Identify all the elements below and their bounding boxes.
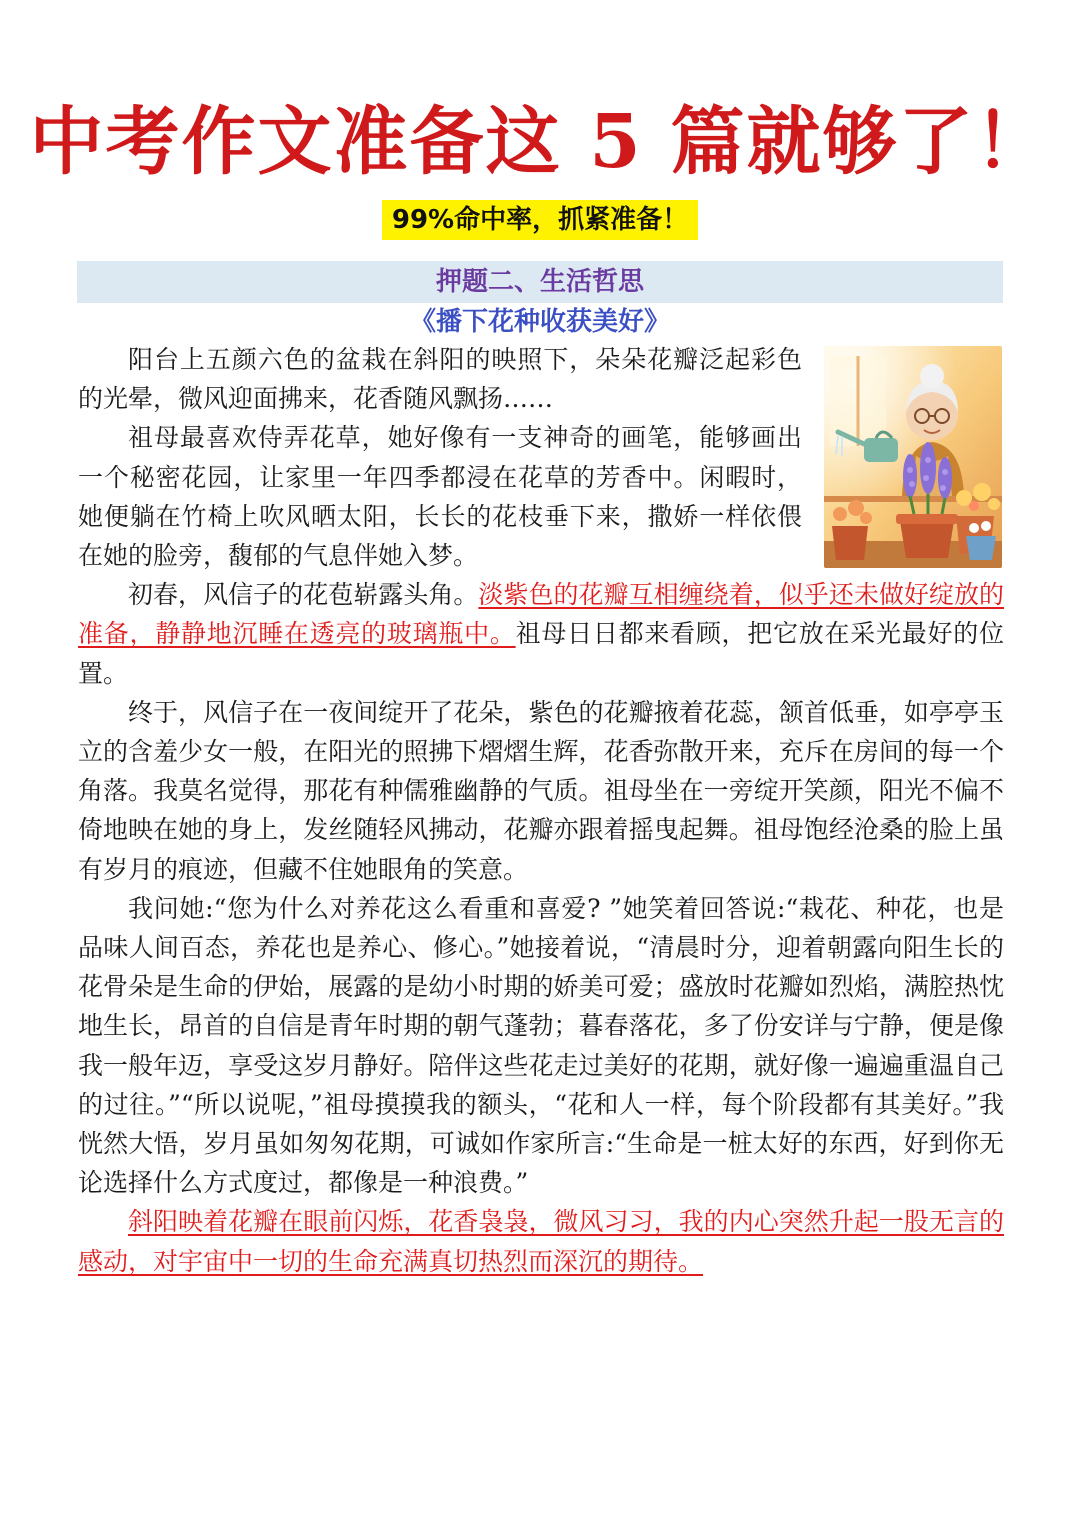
paragraph-3 [78,575,1004,693]
subtitle-highlight: 99%命中率，抓紧准备！ [382,200,698,240]
section-heading: 押题二、生活哲思 [77,261,1003,303]
paragraph-6-conclusion: 斜阳映着花瓣在眼前闪烁，花香袅袅，微风习习，我的内心突然升起一股无言的感动，对宇宙中一切的生命充满真切热烈而深沉的期待。 [78,1207,1004,1276]
grandmother-watering-flowers-illustration [824,346,1002,568]
paragraph-3-part-a: 初春，风信子的花苞崭露头角。 [128,580,479,610]
paragraph-2: 祖母最喜欢侍弄花草，她好像有一支神奇的画笔，能够画出一个秘密花园，让家里一年四季都浸在花草的芳香中。闲暇时，她便躺在竹椅上吹风晒太阳，长长的花枝垂下来，撒娇一样依偎在她的脸旁，馥郁的气息伴她入梦。 [78,423,802,571]
paragraph-3-part-b: 祖母日日都来看顾，把它放在采光最好的位置。 [78,619,1004,688]
subtitle-wrap [0,200,1080,240]
paragraph-3-highlight: 淡紫色的花瓣互相缠绕着，似乎还未做好绽放的准备，静静地沉睡在透亮的玻璃瓶中。 [78,580,1004,649]
page-title: 中考作文准备这 5 篇就够了！ [29,99,1051,185]
essay-title: 《播下花种收获美好》 [409,307,670,337]
paragraph-5: 我问她:“您为什么对养花这么看重和喜爱? ”她笑着回答说:“栽花、种花，也是品味人间百态，养花也是养心、修心。”她接着说，“清晨时分，迎着朝露向阳生长的花骨朵是生命的伊始，展露的是幼小时期的娇美可爱；盛放时花瓣如烈焰，满腔热忱地生长，昂首的自信是青年时期的朝气蓬勃；暮春落花，多了份安详与宁静，便是像我一般年迈，享受这岁月静好。陪伴这些花走过美好的花期，就好像一遍遍重温自己的过往。”“所以说呢，”祖母摸摸我的额头，“花和人一样，每个阶段都有其美好。”我恍然大悟，岁月虽如匆匆花期，可诚如作家所言:“生命是一桩太好的东西，好到你无论选择什么方式度过，都像是一种浪费。” [78,893,1004,1198]
essay-body [78,340,1004,1281]
paragraph-1: 阳台上五颜六色的盆栽在斜阳的映照下，朵朵花瓣泛起彩色的光晕，微风迎面拂来，花香随风飘扬…… [78,345,802,414]
paragraph-4: 终于，风信子在一夜间绽开了花朵，紫色的花瓣掖着花蕊，颔首低垂，如亭亭玉立的含羞少女一般，在阳光的照拂下熠熠生辉，花香弥散开来，充斥在房间的每一个角落。我莫名觉得，那花有种儒雅幽静的气质。祖母坐在一旁绽开笑颜，阳光不偏不倚地映在她的身上，发丝随轻风拂动，花瓣亦跟着摇曳起舞。祖母饱经沧桑的脸上虽有岁月的痕迹，但藏不住她眼角的笑意。 [78,697,1004,884]
